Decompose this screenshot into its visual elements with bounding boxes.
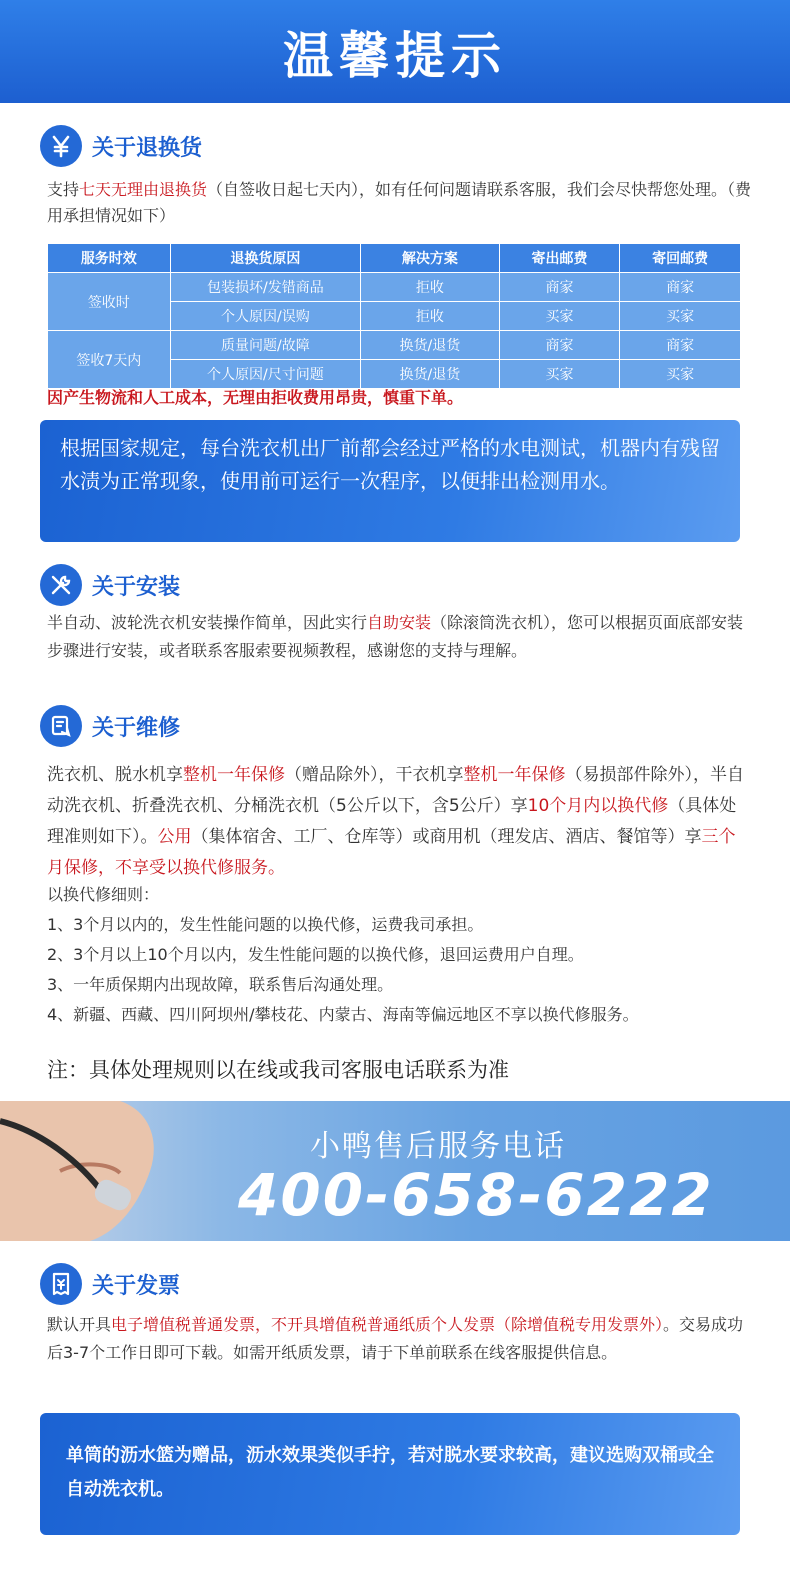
- install-text: [47, 609, 752, 665]
- table-cell: 拒收: [361, 273, 500, 302]
- table-cell: 买家: [499, 360, 620, 389]
- drain-basket-notice: [40, 1413, 740, 1535]
- repair-highlight: 整机一年保修: [183, 765, 285, 785]
- service-title: 小鸭售后服务电话: [310, 1129, 566, 1164]
- repair-rules: [47, 880, 752, 1030]
- table-header-row: [48, 244, 741, 273]
- invoice-text-part: 默认开具: [47, 1315, 112, 1334]
- table-cell: 商家: [620, 331, 741, 360]
- install-title: 关于安装: [92, 574, 181, 600]
- list-item: 4、新疆、西藏、四川阿坝州/攀枝花、内蒙古、海南等偏远地区不享以换代修服务。: [47, 1005, 639, 1024]
- table-cell: 商家: [499, 273, 620, 302]
- table-row: [48, 331, 741, 360]
- list-item: 2、3个月以上10个月以内，发生性能问题的以换代修，退回运费用户自理。: [47, 945, 584, 964]
- table-cell: 商家: [499, 331, 620, 360]
- table-row: [48, 273, 741, 302]
- water-test-notice: [40, 420, 740, 542]
- repair-text: 洗衣机、脱水机享: [47, 765, 183, 785]
- table-cell: 个人原因/误购: [170, 302, 360, 331]
- table-cell: 买家: [620, 360, 741, 389]
- invoice-text-rest: 。交易成功后3-7个工作日即可下载。如需开纸质发票，请于下单前联系在线客服提供信息。: [47, 1315, 744, 1362]
- repair-title: 关于维修: [92, 715, 181, 741]
- returns-table: [47, 243, 741, 389]
- returns-intro-rest: （自签收日起七天内），如有任何问题请联系客服，我们会尽快帮您处理。（费用承担情况如下）: [47, 180, 752, 225]
- repair-section-header: [40, 704, 180, 748]
- tools-icon: [40, 564, 82, 606]
- install-section-header: [40, 563, 180, 607]
- list-item: 1、3个月以内的，发生性能问题的以换代修，运费我司承担。: [47, 915, 484, 934]
- page-header: [0, 0, 790, 103]
- repair-highlight: 公用: [157, 827, 192, 847]
- table-header-cell: 寄出邮费: [499, 244, 620, 273]
- repair-text: （具体处理准则如下）。: [47, 796, 737, 847]
- yen-icon: [40, 125, 82, 167]
- table-cell: 个人原因/尺寸问题: [170, 360, 360, 389]
- page-title: 温馨提示: [283, 27, 507, 85]
- table-cell: 换货/退货: [361, 331, 500, 360]
- table-cell-group: 签收时: [48, 273, 171, 331]
- service-phone: 400-658-6222: [238, 1161, 714, 1229]
- repair-highlight: 三个月保修，不享受以换代修服务。: [47, 827, 736, 878]
- repair-note: 注：具体处理规则以在线或我司客服电话联系为准: [47, 1058, 509, 1082]
- water-test-notice-text: 根据国家规定，每台洗衣机出厂前都会经过严格的水电测试，机器内有残留水渍为正常现象，使用前可运行一次程序，以便排出检测用水。: [60, 436, 720, 493]
- table-cell: 质量问题/故障: [170, 331, 360, 360]
- table-header-cell: 退换货原因: [170, 244, 360, 273]
- repair-text: （集体宿舍、工厂、仓库等）或商用机（理发店、酒店、餐馆等）享: [191, 827, 702, 847]
- repair-text: （赠品除外），干衣机享: [285, 765, 464, 785]
- table-cell: 拒收: [361, 302, 500, 331]
- repair-text: （易损部件除外），半自动洗衣机、折叠洗衣机、分桶洗衣机（5公斤以下，含5公斤）享: [47, 765, 744, 816]
- table-header-cell: 解决方案: [361, 244, 500, 273]
- table-header-cell: 服务时效: [48, 244, 171, 273]
- table-cell: 买家: [499, 302, 620, 331]
- install-text-part: 半自动、波轮洗衣机安装操作简单，因此实行: [47, 613, 368, 632]
- headset-operator-icon: [0, 1101, 230, 1241]
- table-cell: 包装损坏/发错商品: [170, 273, 360, 302]
- install-text-rest: （除滚筒洗衣机），您可以根据页面底部安装步骤进行安装，或者联系客服索要视频教程，感谢您的支持与理解。: [47, 613, 744, 660]
- drain-basket-notice-text: 单筒的沥水篮为赠品，沥水效果类似手拧，若对脱水要求较高，建议选购双桶或全自动洗衣机。: [66, 1445, 714, 1500]
- repair-highlight: 整机一年保修: [463, 765, 566, 785]
- returns-highlight: 七天无理由退换货: [79, 180, 208, 199]
- list-item: 3、一年质保期内出现故障，联系售后沟通处理。: [47, 975, 394, 994]
- returns-intro: [47, 177, 752, 229]
- returns-title: 关于退换货: [92, 135, 203, 161]
- table-cell: 买家: [620, 302, 741, 331]
- repair-icon: [40, 705, 82, 747]
- invoice-text: [47, 1311, 752, 1367]
- invoice-icon: [40, 1263, 82, 1305]
- invoice-section-header: [40, 1262, 180, 1306]
- returns-warning: 因产生物流和人工成本，无理由拒收费用昂贵，慎重下单。: [47, 388, 464, 407]
- service-banner: [0, 1101, 790, 1241]
- repair-policy: [47, 760, 752, 884]
- table-header-cell: 寄回邮费: [620, 244, 741, 273]
- repair-rules-title: 以换代修细则：: [47, 885, 160, 904]
- table-cell: 商家: [620, 273, 741, 302]
- returns-section-header: [40, 124, 202, 168]
- table-cell: 换货/退货: [361, 360, 500, 389]
- invoice-title: 关于发票: [92, 1273, 181, 1299]
- install-highlight: 自助安装: [367, 613, 432, 632]
- repair-highlight: 10个月内以换代修: [527, 796, 669, 816]
- table-cell-group: 签收7天内: [48, 331, 171, 389]
- returns-intro-text: 支持: [47, 180, 80, 199]
- invoice-highlight: 电子增值税普通发票，不开具增值税普通纸质个人发票（除增值税专用发票外）: [111, 1315, 664, 1334]
